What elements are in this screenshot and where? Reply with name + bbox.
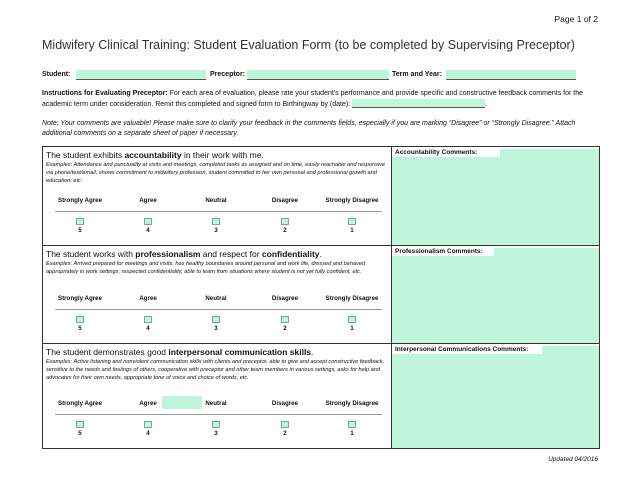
rating-2-value: 2 bbox=[283, 430, 287, 437]
rating-3-value: 3 bbox=[214, 227, 218, 234]
examples: Examples: Active listening and nonviolent communication skills with clients and preceptor, able to give and accept constructive feedback, sensitive to the needs and feelings of others, cooperative with preceptor and other team members in various settings, asks for help and advocates for their own needs, appropriate tone of voice and choice of words, etc. bbox=[46, 359, 385, 381]
rating-2-checkbox[interactable] bbox=[281, 218, 289, 225]
student-field[interactable] bbox=[76, 70, 206, 80]
statement: The student exhibits accountability in their work with me. bbox=[46, 150, 264, 160]
rating-1-value: 1 bbox=[350, 430, 354, 437]
rating-5-checkbox[interactable] bbox=[76, 218, 84, 225]
scale-label-neutral: Neutral bbox=[205, 295, 227, 302]
scale-label-strongly-agree: Strongly Agree bbox=[57, 197, 103, 204]
examples: Examples: Arrived prepared for meetings and visits, has healthy boundaries around personal and work life, dressed and behaved appropriately in work settings, respected confidentiality, able to learn from situations where student is not yet fully confident, etc. bbox=[46, 261, 366, 275]
instructions-text: For each area of evaluation, please rate your student's performance and provide specific and constructive feedback comments for the academic term under consideration. Remit this completed and signed form to Birthingway by (date): bbox=[42, 90, 583, 108]
comment-label: Professionalism Comments: bbox=[395, 248, 483, 255]
scale-label-agree: Agree bbox=[139, 197, 157, 204]
scale-label-agree: Agree bbox=[139, 400, 157, 407]
scale-label-disagree: Disagree bbox=[271, 400, 299, 407]
rating-4-value: 4 bbox=[146, 430, 150, 437]
section-professionalism bbox=[43, 246, 599, 344]
instructions-end: . bbox=[485, 101, 488, 108]
rating-4-checkbox[interactable] bbox=[144, 218, 152, 225]
professionalism-comments-field[interactable] bbox=[392, 256, 599, 343]
scale-label-strongly-disagree: Strongly Disagree bbox=[325, 295, 379, 302]
statement: The student demonstrates good interpersonal communication skills. bbox=[46, 347, 314, 357]
info-row bbox=[42, 70, 598, 82]
rating-4-value: 4 bbox=[146, 227, 150, 234]
scale-divider bbox=[55, 309, 382, 310]
examples: Examples: Attendance and punctuality at visits and meetings, completed tasks as assigned and on time, easily reachable and responsive via phone/text/email, shows commitment to midwifery profession, student committed to her own personal and professional growth and education, etc. bbox=[46, 162, 386, 184]
rating-1-checkbox[interactable] bbox=[348, 421, 356, 428]
rating-2-checkbox[interactable] bbox=[281, 316, 289, 323]
rating-3-value: 3 bbox=[214, 325, 218, 332]
term-year-field[interactable] bbox=[446, 70, 576, 80]
preceptor-field[interactable] bbox=[247, 70, 389, 80]
scale-divider bbox=[55, 414, 382, 415]
rating-1-value: 1 bbox=[350, 227, 354, 234]
rating-4-checkbox[interactable] bbox=[144, 316, 152, 323]
scale-label-agree: Agree bbox=[139, 295, 157, 302]
preceptor-label: Preceptor: bbox=[210, 71, 246, 78]
rating-4-value: 4 bbox=[146, 325, 150, 332]
rating-2-value: 2 bbox=[283, 325, 287, 332]
updated-date: Updated 04/2016 bbox=[548, 456, 598, 463]
evaluation-table bbox=[42, 146, 600, 449]
accountability-comments-field[interactable] bbox=[392, 157, 599, 245]
rating-5-value: 5 bbox=[78, 325, 82, 332]
page-number: Page 1 of 2 bbox=[554, 14, 598, 24]
comment-label: Interpersonal Communications Comments: bbox=[395, 346, 529, 353]
note: Note: Your comments are valuable! Please make sure to clarify your feedback in the comments fields, especially if you are marking “Disagree” or “Strongly Disagree.” Attach additional comments on a separate sheet of paper if necessary. bbox=[42, 120, 576, 137]
interpersonal-comments-field[interactable] bbox=[392, 354, 599, 448]
rating-1-checkbox[interactable] bbox=[348, 218, 356, 225]
scale-label-disagree: Disagree bbox=[271, 295, 299, 302]
term-year-label: Term and Year: bbox=[392, 71, 442, 78]
section-accountability bbox=[43, 147, 599, 246]
rating-3-checkbox[interactable] bbox=[212, 316, 220, 323]
form-title: Midwifery Clinical Training: Student Evaluation Form (to be completed by Supervising Preceptor) bbox=[42, 38, 575, 52]
comment-label: Accountability Comments: bbox=[395, 149, 478, 156]
section-interpersonal-communication bbox=[43, 344, 599, 448]
rating-5-value: 5 bbox=[78, 227, 82, 234]
instructions bbox=[42, 89, 600, 110]
rating-3-checkbox[interactable] bbox=[212, 218, 220, 225]
rating-5-value: 5 bbox=[78, 430, 82, 437]
rating-1-value: 1 bbox=[350, 325, 354, 332]
rating-5-checkbox[interactable] bbox=[76, 421, 84, 428]
rating-2-value: 2 bbox=[283, 227, 287, 234]
scale-label-disagree: Disagree bbox=[271, 197, 299, 204]
rating-5-checkbox[interactable] bbox=[76, 316, 84, 323]
student-label: Student: bbox=[42, 71, 71, 78]
scale-divider bbox=[55, 211, 382, 212]
scale-label-strongly-disagree: Strongly Disagree bbox=[325, 197, 379, 204]
rating-3-value: 3 bbox=[214, 430, 218, 437]
scale-label-neutral: Neutral bbox=[205, 400, 227, 407]
rating-1-checkbox[interactable] bbox=[348, 316, 356, 323]
scale-label-strongly-disagree: Strongly Disagree bbox=[325, 400, 379, 407]
rating-2-checkbox[interactable] bbox=[281, 421, 289, 428]
rating-4-checkbox[interactable] bbox=[144, 421, 152, 428]
instructions-heading: Instructions for Evaluating Preceptor: bbox=[42, 90, 168, 97]
rating-3-checkbox[interactable] bbox=[212, 421, 220, 428]
statement: The student works with professionalism and respect for confidentiality. bbox=[46, 249, 322, 259]
scale-label-strongly-agree: Strongly Agree bbox=[57, 295, 103, 302]
due-date-field[interactable] bbox=[352, 99, 488, 108]
scale-label-strongly-agree: Strongly Agree bbox=[57, 400, 103, 407]
scale-label-neutral: Neutral bbox=[205, 197, 227, 204]
